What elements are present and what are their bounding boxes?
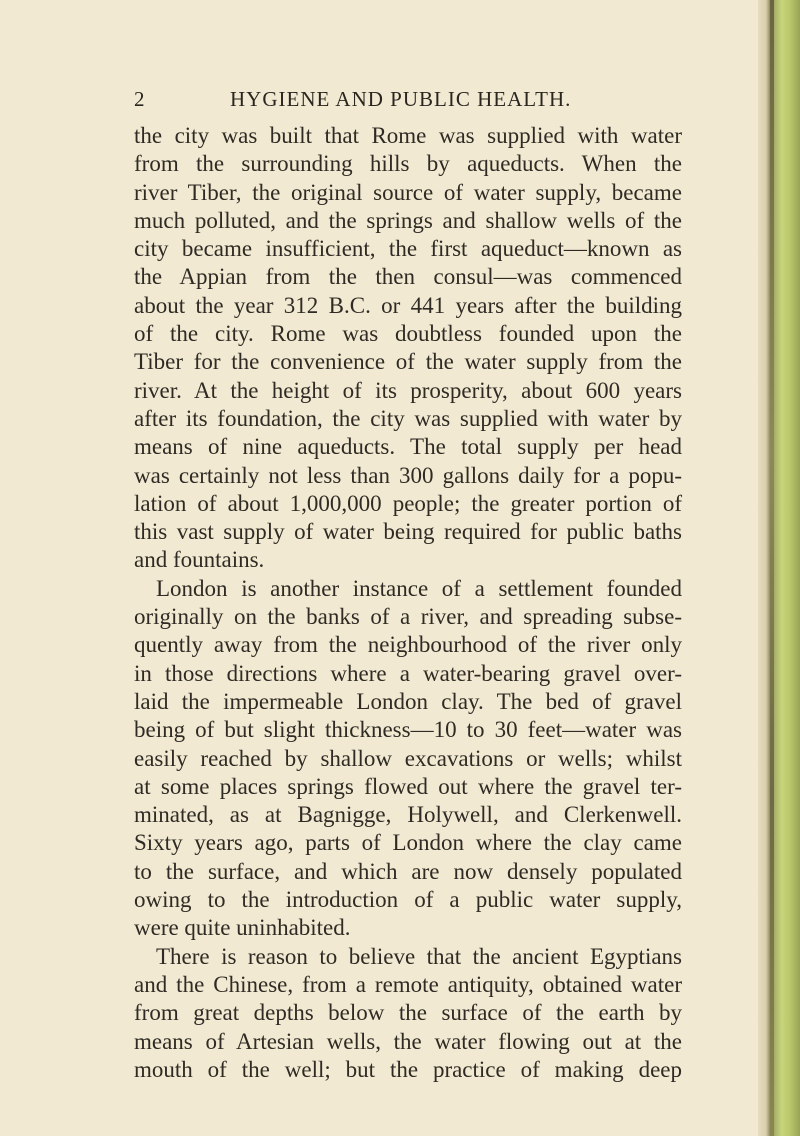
text-line: easily reached by shallow excavations or wells; whilst xyxy=(134,745,682,771)
text-line: being of but slight thickness—10 to 30 feet—water was xyxy=(134,717,682,743)
text-line: means of nine aqueducts. The total supply per head xyxy=(134,434,682,460)
text-line: London is another instance of a settlement founded xyxy=(156,575,682,601)
book-edge-shadow xyxy=(770,0,774,1136)
text-line: minated, as at Bagnigge, Holywell, and Clerkenwell. xyxy=(134,802,682,828)
text-line: of the city. Rome was doubtless founded upon the xyxy=(134,321,682,347)
text-line: the city was built that Rome was supplied with water xyxy=(134,123,682,148)
text-line: laid the impermeable London clay. The bed of gravel xyxy=(134,688,682,714)
text-line: from great depths below the surface of the earth by xyxy=(134,1000,682,1026)
text-line: was certainly not less than 300 gallons daily for a popu- xyxy=(134,462,682,488)
page-header xyxy=(134,87,682,113)
text-line: from the surrounding hills by aqueducts. When the xyxy=(134,151,682,177)
body-text xyxy=(134,122,682,1084)
text-line: mouth of the well; but the practice of making deep xyxy=(134,1056,682,1082)
page-number: 2 xyxy=(134,87,145,111)
text-line: owing to the introduction of a public water supply, xyxy=(134,887,682,913)
text-line: river. At the height of its prosperity, about 600 years xyxy=(134,377,682,403)
text-line: and fountains. xyxy=(134,547,265,573)
text-line: Tiber for the convenience of the water supply from the xyxy=(134,349,682,375)
text-line: originally on the banks of a river, and spreading subse- xyxy=(134,604,682,630)
text-line: to the surface, and which are now densely populated xyxy=(134,858,682,884)
text-line: this vast supply of water being required for public baths xyxy=(134,519,682,545)
text-line: means of Artesian wells, the water flowing out at the xyxy=(134,1028,682,1054)
running-head: HYGIENE AND PUBLIC HEALTH. xyxy=(230,87,572,111)
text-line: quently away from the neighbourhood of the river only xyxy=(134,632,682,658)
text-line: river Tiber, the original source of water supply, became xyxy=(134,179,682,205)
text-line: and the Chinese, from a remote antiquity, obtained water xyxy=(134,971,682,997)
book-edge xyxy=(758,0,800,1136)
text-line: much polluted, and the springs and shallow wells of the xyxy=(134,207,682,233)
text-line: There is reason to believe that the ancient Egyptians xyxy=(156,943,682,969)
text-line: Sixty years ago, parts of London where the clay came xyxy=(134,830,682,856)
text-line: at some places springs flowed out where the gravel ter- xyxy=(134,773,682,799)
text-line: the Appian from the then consul—was commenced xyxy=(134,264,682,290)
text-line: about the year 312 B.C. or 441 years after the building xyxy=(134,292,682,318)
text-line: were quite uninhabited. xyxy=(134,915,351,941)
text-line: city became insufficient, the first aqueduct—known as xyxy=(134,236,682,262)
text-line: in those directions where a water-bearing gravel over- xyxy=(134,660,682,686)
text-line: lation of about 1,000,000 people; the greater portion of xyxy=(134,490,682,516)
text-line: after its foundation, the city was supplied with water by xyxy=(134,405,682,431)
